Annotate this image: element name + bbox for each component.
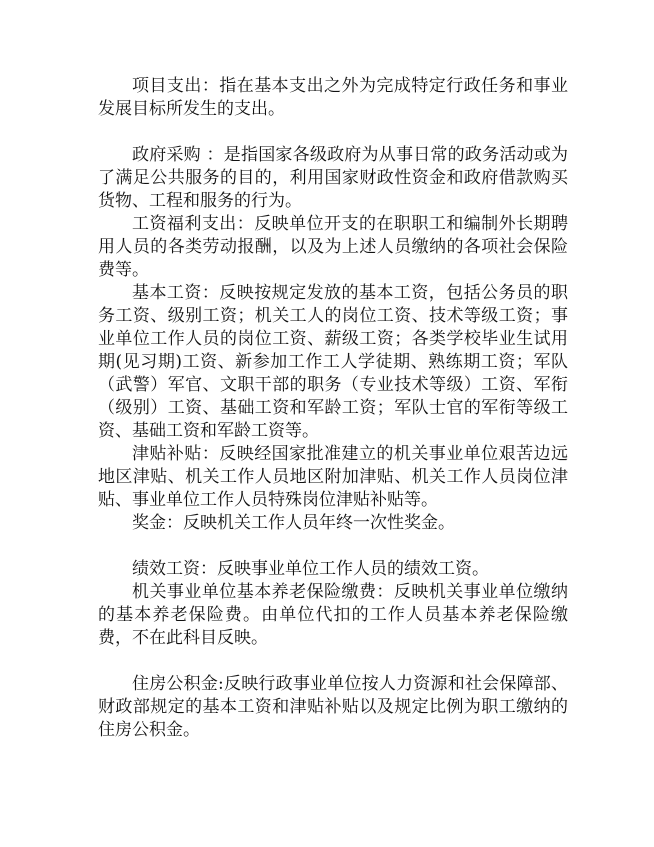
paragraph-basic-salary: 基本工资：反映按规定发放的基本工资，包括公务员的职务工资、级别工资；机关工人的岗位工资、技术等级工资；事业单位工作人员的岗位工资、薪级工资；各类学校毕业生试用期(见习期)工资、新参加工作工人学徒期、熟练期工资；军队（武警）军官、文职干部的职务（专业技术等级）工资、军衔（级别）工资、基础工资和军龄工资；军队士官的军衔等级工资、基础工资和军龄工资等。 bbox=[98, 283, 568, 441]
paragraph-performance-salary: 绩效工资：反映事业单位工作人员的绩效工资。 bbox=[132, 559, 489, 579]
document-body bbox=[98, 75, 568, 742]
paragraph-project-expenditure: 项目支出：指在基本支出之外为完成特定行政任务和事业发展目标所发生的支出。 bbox=[98, 76, 568, 119]
blank-line bbox=[98, 121, 568, 144]
paragraph-pension-insurance: 机关事业单位基本养老保险缴费：反映机关事业单位缴纳的基本养老保险费。由单位代扣的工作人员基本养老保险缴费，不在此科目反映。 bbox=[98, 582, 568, 648]
paragraph-allowances: 津贴补贴：反映经国家批准建立的机关事业单位艰苦边远地区津贴、机关工作人员地区附加津贴、机关工作人员岗位津贴、事业单位工作人员特殊岗位津贴补贴等。 bbox=[98, 444, 568, 510]
paragraph-wage-welfare: 工资福利支出：反映单位开支的在职职工和编制外长期聘用人员的各类劳动报酬，以及为上述人员缴纳的各项社会保险费等。 bbox=[98, 214, 568, 280]
paragraph-housing-fund: 住房公积金:反映行政事业单位按人力资源和社会保障部、财政部规定的基本工资和津贴补贴以及规定比例为职工缴纳的住房公积金。 bbox=[98, 674, 568, 740]
blank-line bbox=[98, 535, 568, 558]
paragraph-bonus: 奖金：反映机关工作人员年终一次性奖金。 bbox=[132, 513, 455, 533]
blank-line bbox=[98, 650, 568, 673]
paragraph-government-procurement: 政府采购 ：是指国家各级政府为从事日常的政务活动或为了满足公共服务的目的，利用国家财政性资金和政府借款购买货物、工程和服务的行为。 bbox=[98, 145, 568, 211]
